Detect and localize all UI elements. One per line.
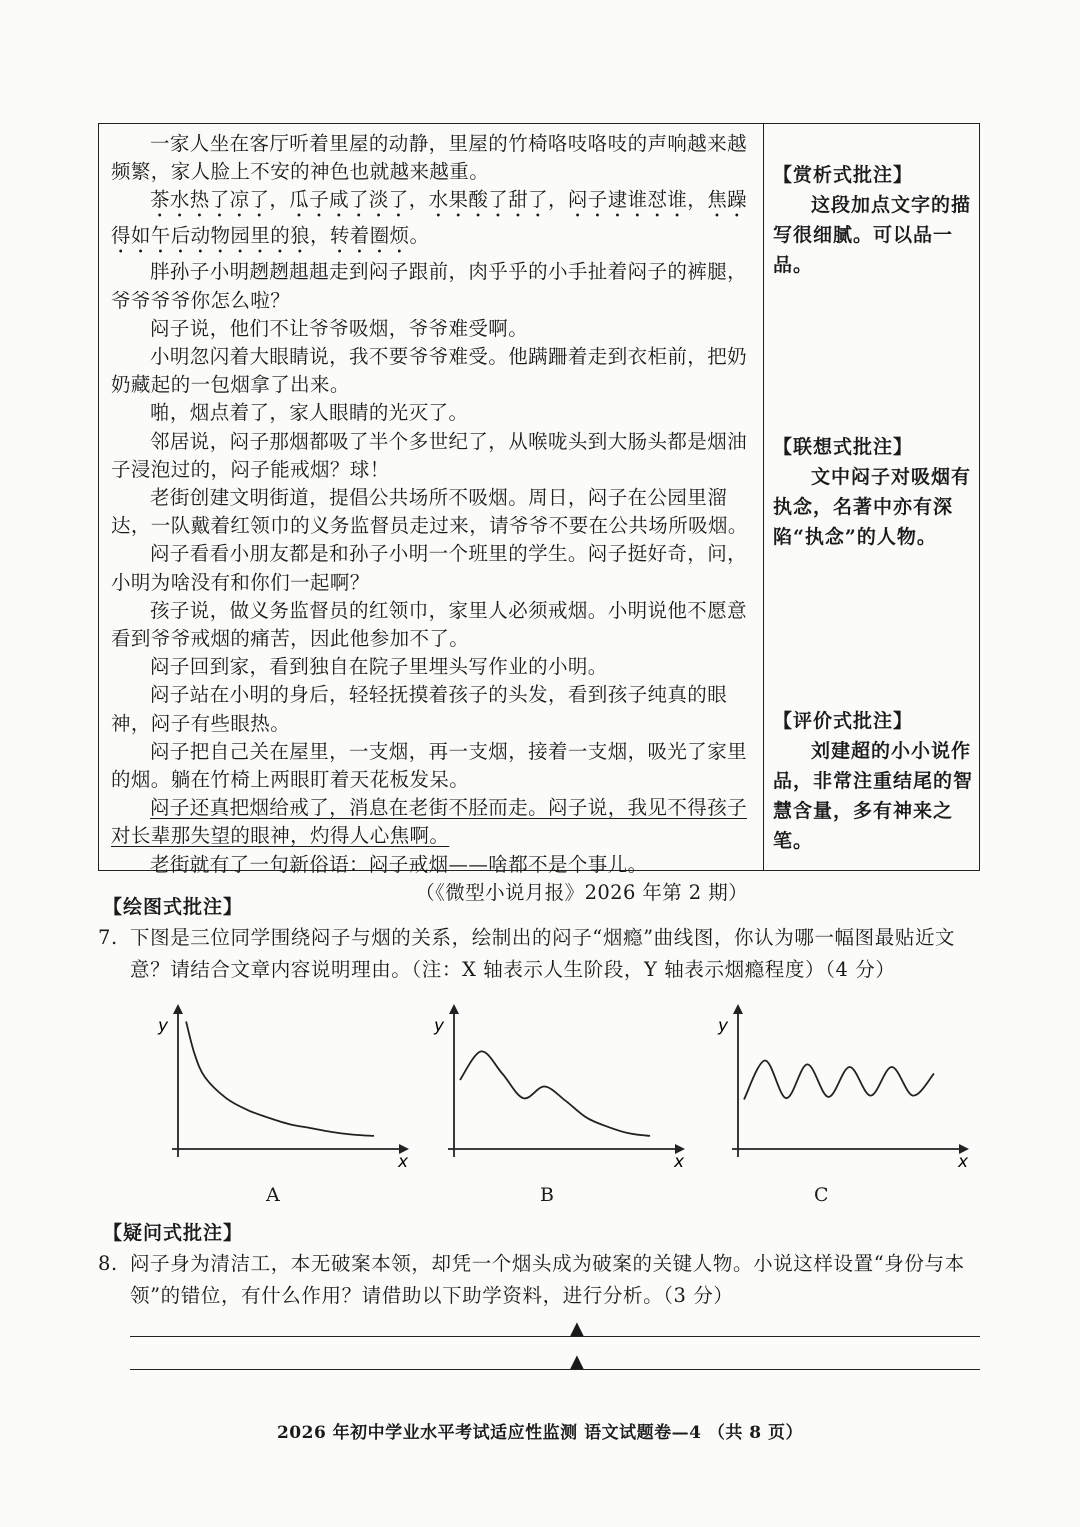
annotation-body: 这段加点文字的描写很细腻。可以品一品。: [773, 194, 972, 276]
x-axis-label: x: [398, 1152, 409, 1172]
chart-a-letter: A: [266, 1184, 280, 1206]
story-paragraph: 一家人坐在客厅听着里屋的动静，里屋的竹椅咯吱咯吱的声响越来越频繁，家人脸上不安的神色也就越来越重。: [111, 132, 748, 184]
answer-line[interactable]: [130, 1369, 980, 1370]
y-axis-label: y: [434, 1016, 445, 1036]
story-paragraph: 闷子把自己关在屋里，一支烟，再一支烟，接着一支烟，吸光了家里的烟。躺在竹椅上两眼盯着天花板发呆。: [111, 739, 748, 792]
story-paragraph: 小明忽闪着大眼睛说，我不要爷爷难受。他蹒跚着走到衣柜前，把奶奶藏起的一包烟拿了出来。: [111, 345, 748, 397]
y-axis-label: y: [158, 1016, 169, 1036]
chart-b-letter: B: [540, 1184, 554, 1206]
story-paragraph: 胖孙子小明趔趔趄趄走到闷子跟前，肉乎乎的小手扯着闷子的裤腿，爷爷爷爷你怎么啦？: [111, 260, 748, 312]
story-text: [111, 130, 756, 907]
annotation-association: [773, 432, 973, 552]
story-paragraph: 闷子回到家，看到独自在院子里埋头写作业的小明。: [150, 655, 608, 679]
x-axis-label: x: [958, 1152, 969, 1172]
story-paragraph: 啪，烟点着了，家人眼睛的光灭了。: [150, 401, 469, 425]
story-paragraph: 老街就有了一句新俗语：闷子戒烟——啥都不是个事儿。: [150, 852, 648, 876]
chart-c: [717, 1009, 969, 1172]
question-text: 下图是三位同学围绕闷子与烟的关系，绘制出的闷子“烟瘾”曲线图，你认为哪一幅图最贴近文意？请结合文章内容说明理由。（注：X 轴表示人生阶段，Y 轴表示烟瘾程度）（4 分）: [130, 926, 956, 981]
question-number: 7.: [98, 926, 118, 949]
story-paragraph: 闷子站在小明的身后，轻轻抚摸着孩子的头发，看到孩子纯真的眼神，闷子有些眼热。: [111, 683, 728, 735]
story-paragraph: 邻居说，闷子那烟都吸了半个多世纪了，从喉咙头到大肠头都是烟油子浸泡过的，闷子能戒烟？球！: [111, 429, 748, 481]
column-divider: [763, 124, 764, 870]
curve-line: [186, 1022, 374, 1136]
q7-section-label: 【绘图式批注】: [103, 896, 244, 918]
story-paragraph-underlined: 闷子还真把烟给戒了，消息在老街不胫而走。闷子说，我见不得孩子对长辈那失望的眼神，灼得人心焦啊。: [111, 796, 748, 848]
answer-marker: ▲: [570, 1318, 584, 1339]
story-paragraph: 孩子说，做义务监督员的红领巾，家里人必须戒烟。小明说他不愿意看到爷爷戒烟的痛苦，因此他参加不了。: [111, 598, 748, 651]
annotation-body: 文中闷子对吸烟有执念，名著中亦有深陷“执念”的人物。: [773, 466, 972, 548]
chart-a: [157, 1009, 409, 1172]
answer-marker: ▲: [570, 1351, 584, 1372]
answer-line[interactable]: [130, 1336, 980, 1337]
question-7: [98, 922, 988, 986]
curve-line: [744, 1060, 934, 1099]
curve-line: [460, 1051, 650, 1136]
chart-c-letter: C: [814, 1184, 829, 1206]
chart-b: [433, 1009, 685, 1172]
annotation-appreciation: [773, 160, 973, 280]
annotation-head: 【评价式批注】: [773, 710, 914, 732]
annotation-body: 刘建超的小小说作品，非常注重结尾的智慧含量，多有神来之笔。: [773, 740, 974, 852]
story-paragraph: 闷子看看小朋友都是和孙子小明一个班里的学生。闷子挺好奇，问，小明为啥没有和你们一起啊？: [111, 542, 748, 594]
x-axis-label: x: [674, 1152, 685, 1172]
story-source: （《微型小说月报》2026 年第 2 期）: [415, 880, 748, 904]
annotation-head: 【联想式批注】: [773, 436, 914, 458]
question-8: [98, 1248, 988, 1312]
story-paragraph: 闷子说，他们不让爷爷吸烟，爷爷难受啊。: [150, 316, 529, 340]
y-axis-label: y: [718, 1016, 729, 1036]
question-number: 8.: [98, 1252, 118, 1275]
story-table: [98, 123, 980, 904]
question-text: 闷子身为清洁工，本无破案本领，却凭一个烟头成为破案的关键人物。小说这样设置“身份与本领”的错位，有什么作用？请借助以下助学资料，进行分析。（3 分）: [130, 1252, 965, 1307]
story-paragraph-dotted: 茶水热了凉了，瓜子咸了淡了，水果酸了甜了，闷子逮谁怼谁，焦躁得如午后动物园里的狼，转着圈烦。: [111, 188, 748, 248]
annotation-head: 【赏析式批注】: [773, 164, 914, 186]
annotation-evaluation: [773, 706, 973, 856]
page-footer: 2026 年初中学业水平考试适应性监测 语文试题卷—4 （共 8 页）: [276, 1423, 804, 1443]
q8-section-label: 【疑问式批注】: [103, 1222, 244, 1244]
story-paragraph: 老街创建文明街道，提倡公共场所不吸烟。周日，闷子在公园里溜达，一队戴着红领巾的义务监督员走过来，请爷爷不要在公共场所吸烟。: [111, 486, 748, 538]
